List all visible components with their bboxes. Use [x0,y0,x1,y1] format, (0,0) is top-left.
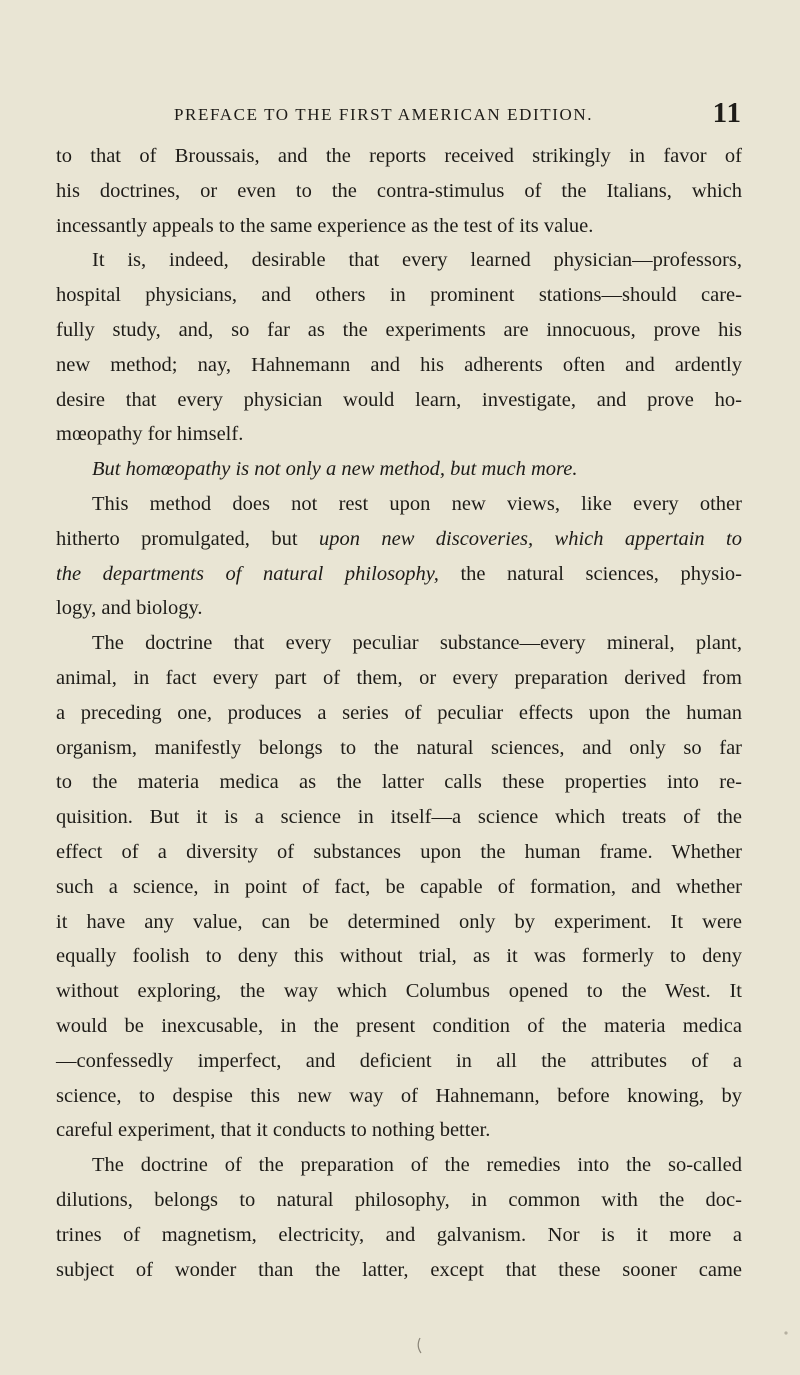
text-run: effect of a diversity of substances upon the human frame. Whether [56,840,742,863]
text-run: desire that every physician would learn, investigate, and prove ho- [56,388,742,411]
text-line [56,1218,742,1253]
text-run: dilutions, belongs to natural philosophy, in common with the doc- [56,1188,742,1211]
text-run: would be inexcusable, in the present condition of the materia medica [56,1014,742,1037]
text-run: hospital physicians, and others in prominent stations—should care- [56,284,742,307]
text-line [56,800,742,835]
text-line [56,1253,742,1288]
text-run: the natural sciences, physio- [438,562,742,585]
text-run: animal, in fact every part of them, or every preparation derived from [56,666,742,689]
text-line [56,139,742,174]
text-line [56,835,742,870]
text-run: The doctrine of the preparation of the remedies into the so-called [92,1154,742,1177]
text-line [56,1079,742,1114]
text-run: fully study, and, so far as the experiments are innocuous, prove his [56,318,742,341]
text-run: It is, indeed, desirable that every learned physician—professors, [92,249,742,272]
ink-speck-mark [418,1338,421,1353]
text-run: trines of magnetism, electricity, and galvanism. Nor is it more a [56,1223,742,1246]
text-run: to the materia medica as the latter calls these properties into re- [56,771,742,794]
text-run: logy, and biology. [56,597,203,620]
text-line [56,209,742,244]
page-number: 11 [712,97,742,129]
text-run: to that of Broussais, and the reports received strikingly in favor of [56,145,742,167]
text-run: incessantly appeals to the same experience as the test of its value. [56,214,594,237]
text-line [56,278,742,313]
text-run: hitherto promulgated, but [56,527,319,550]
text-line [56,870,742,905]
text-run: such a science, in point of fact, be capable of formation, and whether [56,875,742,898]
text-run: a preceding one, produces a series of peculiar effects upon the human [56,701,742,724]
text-run: —confessedly imperfect, and deficient in all the attributes of a [56,1049,742,1072]
body-text [56,139,742,1287]
text-run: mœopathy for himself. [56,423,244,446]
text-line [56,383,742,418]
text-line [56,487,742,522]
text-run: without exploring, the way which Columbus opened to the West. It [56,980,742,1003]
text-run: subject of wonder than the latter, except that these sooner came [56,1258,742,1281]
text-run: new method; nay, Hahnemann and his adherents often and ardently [56,353,742,376]
text-line [56,417,742,452]
text-run: equally foolish to deny this without trial, as it was formerly to deny [56,945,742,968]
text-line [56,661,742,696]
text-run-italic: the departments of natural philosophy, [56,562,439,585]
text-line [56,522,742,557]
text-line [56,557,742,592]
text-run: his doctrines, or even to the contra-stimulus of the Italians, which [56,179,742,202]
text-line [56,939,742,974]
text-line [56,626,742,661]
text-line [56,731,742,766]
text-line [56,348,742,383]
text-run: This method does not rest upon new views, like every other [92,492,742,515]
text-run: organism, manifestly belongs to the natural sciences, and only so far [56,736,742,759]
text-line [56,1183,742,1218]
running-head [56,97,742,129]
text-line [56,1044,742,1079]
text-run-italic: But homœopathy is not only a new method, but much more. [92,458,578,481]
text-run-italic: upon new discoveries, which appertain to [318,527,742,550]
ink-speck-dot [784,1331,787,1334]
text-line [56,1009,742,1044]
text-run: it have any value, can be determined only by experiment. It were [56,910,742,933]
text-line [56,905,742,940]
running-title: PREFACE TO THE FIRST AMERICAN EDITION. [174,105,594,124]
text-run: The doctrine that every peculiar substance—every mineral, plant, [92,632,742,655]
text-line [56,452,742,487]
text-line [56,696,742,731]
text-run: science, to despise this new way of Hahnemann, before knowing, by [56,1084,742,1107]
text-line [56,1148,742,1183]
text-line [56,974,742,1009]
text-line [56,765,742,800]
text-line [56,243,742,278]
text-run: careful experiment, that it conducts to nothing better. [56,1119,491,1142]
text-run: quisition. But it is a science in itself—a science which treats of the [56,806,742,829]
text-line [56,591,742,626]
text-line [56,174,742,209]
text-line [56,1113,742,1148]
text-line [56,313,742,348]
